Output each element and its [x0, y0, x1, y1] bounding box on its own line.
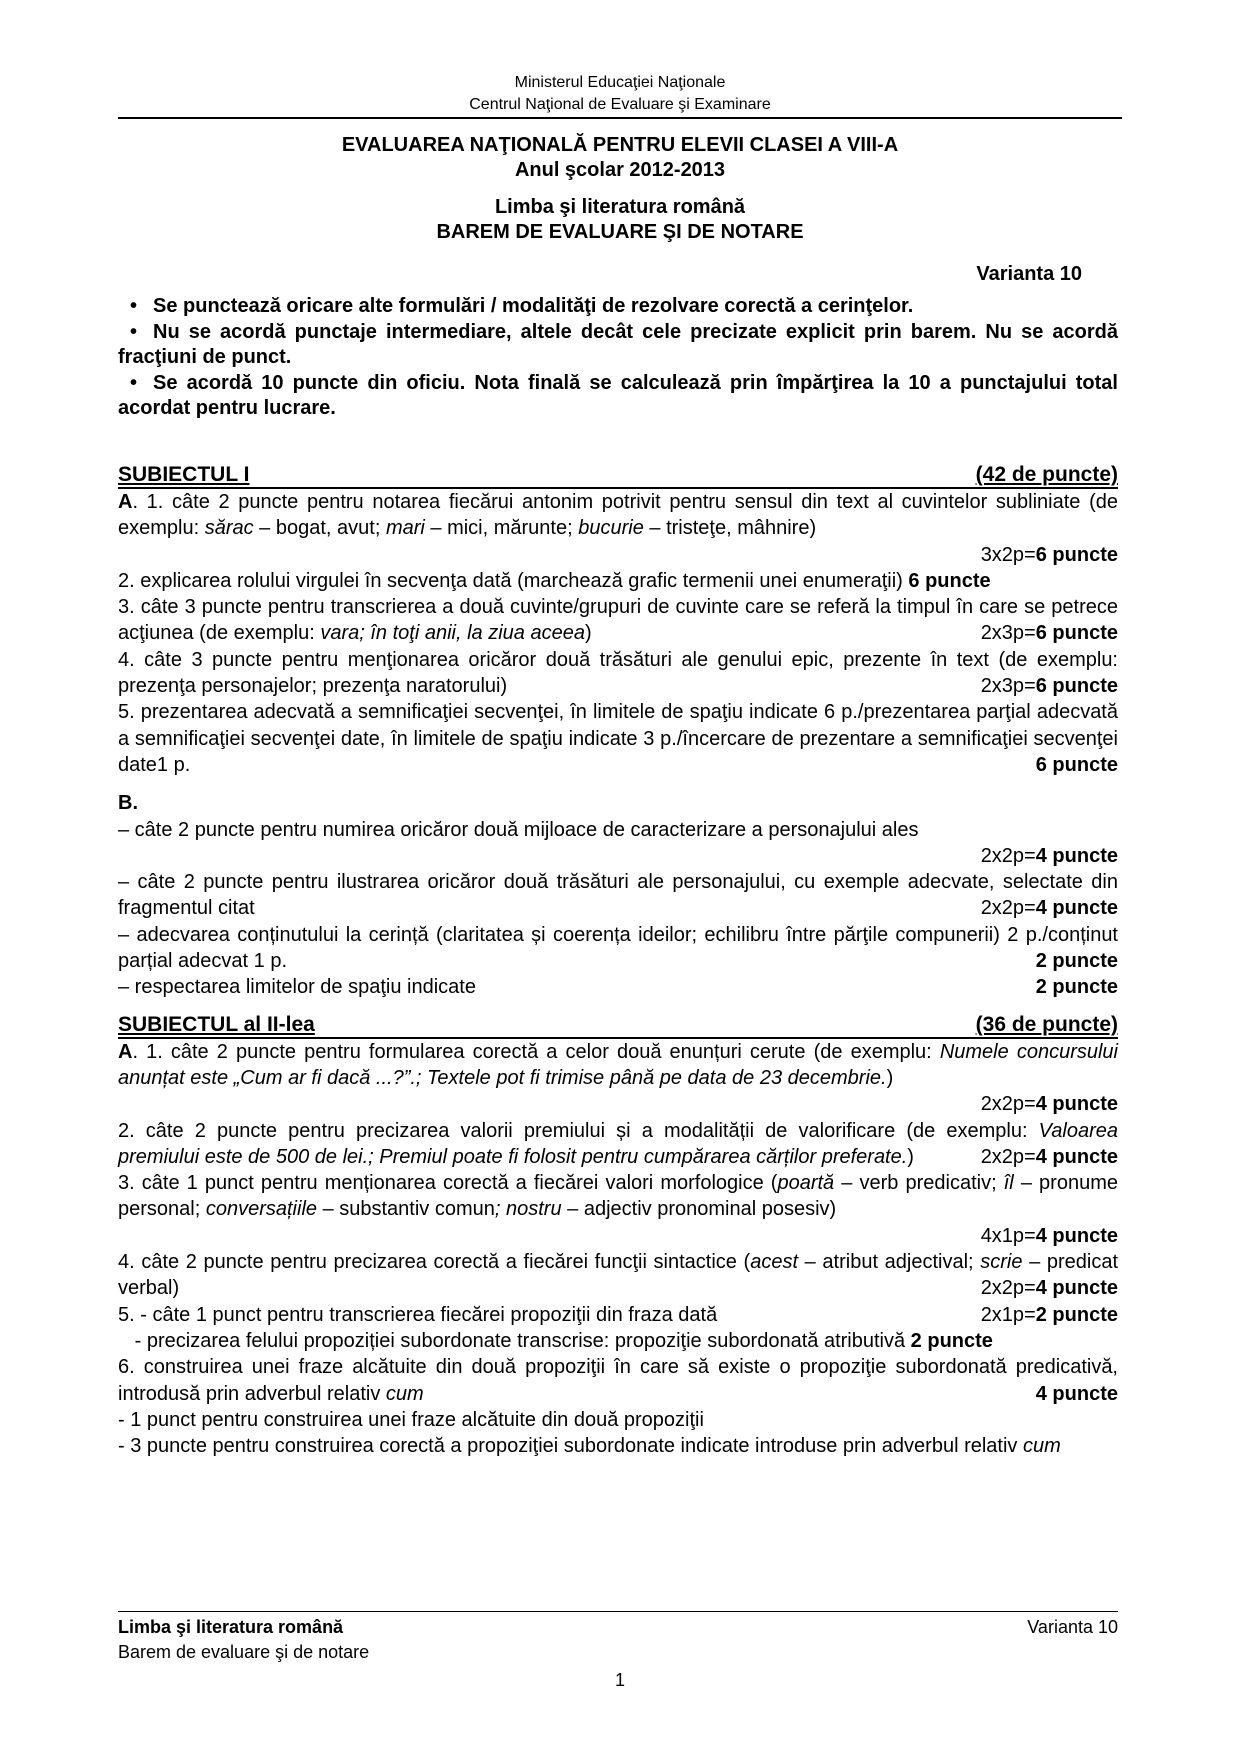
- item-2a5b: - precizarea felului propoziției subordonate transcrise: propoziţie subordonată atributivă 2 puncte: [118, 1329, 993, 1352]
- item-2a2: 2. câte 2 puncte pentru precizarea valorii premiului și a modalității de valorificare (de exemplu: Valoarea premiului este de 500 de lei.; Premiul poate fi folosit pentru cumpărarea cărților preferate.) 2x2p=4 puncte: [118, 1119, 1118, 1168]
- ministry-name: Ministerul Educaţiei Naţionale: [514, 74, 726, 91]
- barem-title: BAREM DE EVALUARE ŞI DE NOTARE: [436, 221, 804, 243]
- page-footer: [118, 1615, 1118, 1665]
- score-2a3: 4x1p=4 puncte: [980, 1224, 1118, 1247]
- header-divider: [118, 117, 1122, 119]
- footer-doc: Barem de evaluare şi de notare: [118, 1642, 370, 1662]
- item-b1: – câte 2 puncte pentru numirea oricăror două mijloace de caracterizare a personajului ales: [118, 818, 919, 841]
- document-page: [118, 0, 1122, 1754]
- section-title: SUBIECTUL al II-lea: [118, 1012, 315, 1036]
- item-a5: 5. prezentarea adecvată a semnificaţiei secvenţei, în limitele de spaţiu indicate 6 p./prezentarea parţial adecvată a semnificaţiei secvenţei date, în limitele de spaţiu indicate 3 p./încercare de prezentare a semnificaţiei secvenţei date1 p. 6 puncte: [118, 701, 1118, 776]
- rule-3: • Se acordă 10 puncte din oficiu. Nota finală se calculează prin împărţirea la 10 a punctajului total acordat pentru lucrare.: [118, 371, 1118, 419]
- section-points: (36 de puncte): [975, 1012, 1118, 1036]
- section-title: SUBIECTUL I: [118, 463, 250, 486]
- rule-2: • Nu se acordă punctaje intermediare, altele decât cele precizate explicit prin barem. Nu se acordă fracţiuni de punct.: [118, 320, 1118, 368]
- section-points: (42 de puncte): [975, 463, 1118, 486]
- item-a1: A. 1. câte 2 puncte pentru notarea fiecărui antonim potrivit pentru sensul din text al cuvintelor subliniate (de exemplu: sărac – bogat, avut; mari – mici, mărunte; bucurie – tristeţe, mâhnire): [118, 491, 1118, 540]
- section-heading-1: [118, 463, 1118, 489]
- center-name: Centrul Naţional de Evaluare şi Examinare: [469, 96, 771, 113]
- item-2a6b: - 3 puncte pentru construirea corectă a propoziţiei subordonate indicate introduse prin adverbul relativ cum: [118, 1435, 1061, 1458]
- item-a4: 4. câte 3 puncte pentru menţionarea oricăror două trăsături ale genului epic, prezente în text (de exemplu: prezenţa personajelor; prezenţa naratorului) 2x3p=6 puncte: [118, 648, 1118, 698]
- subject-title: Limba şi literatura română: [494, 196, 746, 218]
- section-heading-2: [118, 1013, 1118, 1039]
- score-a1: 3x2p=6 puncte: [980, 543, 1118, 566]
- part-b-label: B.: [118, 792, 138, 815]
- item-2a4: 4. câte 2 puncte pentru precizarea corectă a fiecărei funcţii sintactice (acest – atribut adjectival; scrie – predicat verbal) 2x2p=4 puncte: [118, 1251, 1119, 1300]
- document-title: [118, 133, 1122, 245]
- item-2a3: 3. câte 1 punct pentru menționarea corectă a fiecărei valori morfologice (poartă – verb predicativ; îl – pronume personal; conversațiile – substantiv comun; nostru – adjectiv pronominal posesiv): [118, 1172, 1118, 1221]
- item-b4: – respectarea limitelor de spaţiu indicate 2 puncte: [118, 976, 1118, 999]
- item-b3: – adecvarea conținutului la cerință (claritatea și coerența ideilor; echilibru între părţile compunerii) 2 p./conținut parțial adecvat 1 p. 2 puncte: [118, 923, 1118, 973]
- item-2a1: A. 1. câte 2 puncte pentru formularea corectă a celor două enunțuri cerute (de exemplu: Numele concursului anunțat este „Cum ar fi dacă ...?”.; Textele pot fi trimise până pe data de 23 decembrie.): [118, 1040, 1118, 1089]
- item-2a6a: - 1 punct pentru construirea unei fraze alcătuite din două propoziţii: [118, 1408, 704, 1431]
- general-rules: [118, 294, 1118, 422]
- item-a3: 3. câte 3 puncte pentru transcrierea a două cuvinte/grupuri de cuvinte care se referă la timpul în care se petrece acţiunea (de exemplu: vara; în toţi anii, la ziua aceea) 2x3p=6 puncte: [118, 596, 1118, 645]
- rule-1: • Se punctează oricare alte formulări / modalităţi de rezolvare corectă a cerinţelor.: [118, 294, 1118, 320]
- ministry-header: [118, 72, 1122, 116]
- bullet-icon: •: [130, 320, 138, 343]
- exam-title: EVALUAREA NAŢIONALĂ PENTRU ELEVII CLASEI A VIII-A: [341, 134, 899, 156]
- barem-content: [118, 463, 1118, 1459]
- item-b2: – câte 2 puncte pentru ilustrarea oricăror două trăsături ale personajului, cu exemple adecvate, selectate din fragmentul citat 2x2p=4 puncte: [118, 871, 1118, 920]
- school-year: Anul şcolar 2012-2013: [514, 159, 726, 181]
- bullet-icon: •: [130, 371, 138, 394]
- item-a2: 2. explicarea rolului virgulei în secvenţa dată (marchează grafic termenii unei enumeraţii) 6 puncte: [118, 569, 991, 592]
- footer-subject: Limba şi literatura română: [118, 1617, 344, 1637]
- variant-label: Varianta 10: [976, 263, 1082, 285]
- bullet-icon: •: [130, 295, 138, 317]
- item-2a6: 6. construirea unei fraze alcătuite din două propoziţii în care să existe o propoziţie subordonată predicativă, introdusă prin adverbul relativ cum 4 puncte: [118, 1356, 1118, 1405]
- footer-divider: [118, 1611, 1118, 1612]
- score-2a1: 2x2p=4 puncte: [980, 1093, 1118, 1116]
- score-b1: 2x2p=4 puncte: [980, 844, 1118, 867]
- page-number: 1: [614, 1670, 625, 1690]
- footer-variant: Varianta 10: [1027, 1617, 1118, 1637]
- item-2a5: 5. - câte 1 punct pentru transcrierea fiecărei propoziţii din fraza dată 2x1p=2 puncte: [118, 1303, 1118, 1326]
